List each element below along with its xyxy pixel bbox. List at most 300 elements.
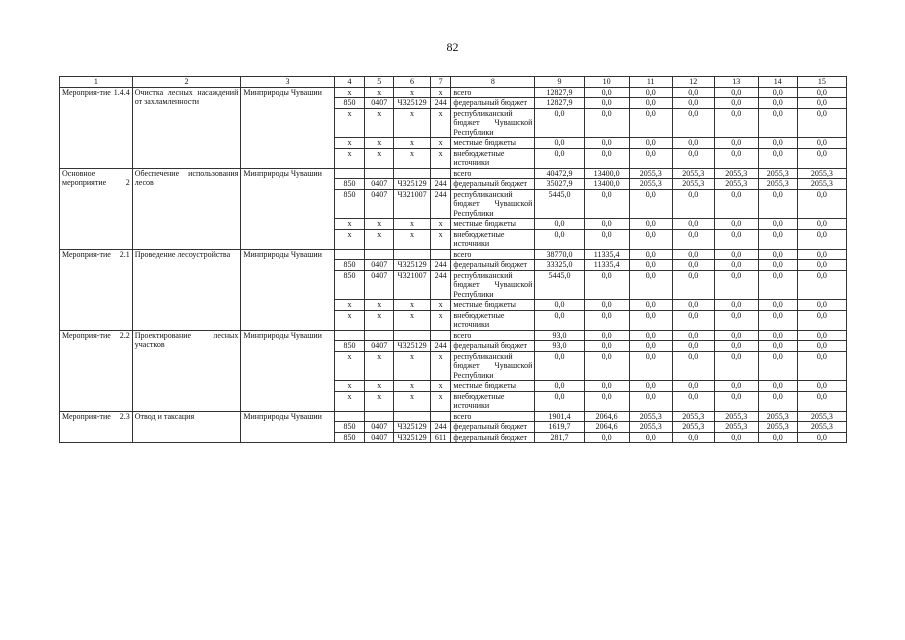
amount-cell: 0,0 [758,249,797,260]
amount-cell: 0,0 [672,148,714,168]
amount-cell: 2055,3 [672,422,714,433]
code-cell [430,168,450,179]
code-cell: x [365,310,394,330]
amount-cell: 0,0 [584,98,629,109]
amount-cell: 0,0 [629,260,672,271]
column-header: 8 [451,77,535,88]
title-cell: Очистка лесных насаждений от захламленности [132,87,241,168]
amount-cell: 0,0 [797,330,846,341]
amount-cell: 0,0 [797,300,846,311]
amount-cell: 0,0 [629,341,672,352]
column-header: 11 [629,77,672,88]
amount-cell: 0,0 [629,391,672,411]
amount-cell: 35027,9 [535,179,584,190]
amount-cell: 0,0 [629,300,672,311]
amount-cell: 2055,3 [714,422,758,433]
code-cell: 244 [430,270,450,300]
amount-cell: 0,0 [672,391,714,411]
amount-cell: 0,0 [584,330,629,341]
amount-cell: 0,0 [629,138,672,149]
column-header: 9 [535,77,584,88]
code-cell: x [365,300,394,311]
amount-cell: 0,0 [535,381,584,392]
amount-cell: 0,0 [584,300,629,311]
code-cell: x [334,148,365,168]
amount-cell: 0,0 [629,381,672,392]
amount-cell: 11335,4 [584,249,629,260]
table-row [60,411,847,422]
amount-cell: 0,0 [714,108,758,138]
event-cell: Основное мероприятие 2 [60,168,133,249]
amount-cell: 0,0 [714,87,758,98]
funding-source-cell: федеральный бюджет [451,179,535,190]
amount-cell: 13400,0 [584,179,629,190]
amount-cell: 0,0 [758,432,797,443]
amount-cell: 0,0 [797,219,846,230]
code-cell: Ч321007 [394,270,431,300]
amount-cell: 0,0 [797,189,846,219]
funding-source-cell: федеральный бюджет [451,260,535,271]
amount-cell: 0,0 [758,310,797,330]
code-cell: 611 [430,432,450,443]
amount-cell: 0,0 [629,229,672,249]
amount-cell: 0,0 [714,260,758,271]
amount-cell: 0,0 [758,391,797,411]
amount-cell: 0,0 [714,189,758,219]
code-cell: x [430,148,450,168]
amount-cell: 0,0 [797,229,846,249]
amount-cell: 0,0 [535,148,584,168]
amount-cell: 0,0 [584,138,629,149]
amount-cell: 0,0 [714,270,758,300]
code-cell: 850 [334,98,365,109]
executor-cell: Минприроды Чувашии [241,411,334,443]
amount-cell: 2055,3 [629,179,672,190]
code-cell [365,330,394,341]
code-cell [334,411,365,422]
amount-cell: 0,0 [797,351,846,381]
code-cell: x [394,381,431,392]
amount-cell: 0,0 [672,108,714,138]
code-cell [334,168,365,179]
amount-cell: 0,0 [584,351,629,381]
amount-cell: 0,0 [535,229,584,249]
code-cell: 850 [334,432,365,443]
column-header: 15 [797,77,846,88]
code-cell: x [334,229,365,249]
amount-cell: 0,0 [797,391,846,411]
amount-cell: 0,0 [797,432,846,443]
code-cell: x [430,310,450,330]
amount-cell: 0,0 [758,300,797,311]
amount-cell: 0,0 [758,351,797,381]
code-cell [394,168,431,179]
amount-cell: 1619,7 [535,422,584,433]
code-cell [334,330,365,341]
amount-cell: 33325,0 [535,260,584,271]
amount-cell: 0,0 [629,189,672,219]
amount-cell: 2064,6 [584,422,629,433]
amount-cell: 0,0 [629,148,672,168]
funding-source-cell: внебюджетные источники [451,229,535,249]
amount-cell: 2055,3 [714,411,758,422]
amount-cell: 0,0 [714,341,758,352]
amount-cell: 0,0 [758,330,797,341]
amount-cell: 0,0 [714,381,758,392]
column-header: 3 [241,77,334,88]
amount-cell: 0,0 [797,148,846,168]
code-cell: x [430,381,450,392]
amount-cell: 0,0 [672,270,714,300]
table-row [60,249,847,260]
code-cell: 0407 [365,432,394,443]
title-cell: Проектирование лесных участков [132,330,241,411]
amount-cell: 0,0 [584,432,629,443]
column-header: 14 [758,77,797,88]
code-cell: x [365,219,394,230]
code-cell: x [430,351,450,381]
amount-cell: 0,0 [535,351,584,381]
amount-cell: 0,0 [714,249,758,260]
code-cell: Ч325129 [394,179,431,190]
amount-cell: 0,0 [758,148,797,168]
amount-cell: 0,0 [758,260,797,271]
amount-cell: 0,0 [535,310,584,330]
amount-cell: 2055,3 [672,168,714,179]
code-cell: x [334,108,365,138]
amount-cell: 0,0 [797,310,846,330]
code-cell: 0407 [365,179,394,190]
code-cell: 0407 [365,270,394,300]
funding-source-cell: местные бюджеты [451,219,535,230]
table-row [60,330,847,341]
amount-cell: 0,0 [672,300,714,311]
code-cell: Ч321007 [394,189,431,219]
amount-cell: 2055,3 [672,411,714,422]
code-cell [430,411,450,422]
amount-cell: 2055,3 [672,179,714,190]
code-cell: x [430,391,450,411]
amount-cell: 5445,0 [535,270,584,300]
code-cell: x [334,391,365,411]
code-cell: 244 [430,98,450,109]
amount-cell: 0,0 [584,381,629,392]
funding-source-cell: федеральный бюджет [451,432,535,443]
code-cell: 850 [334,341,365,352]
code-cell: 244 [430,189,450,219]
funding-source-cell: внебюджетные источники [451,391,535,411]
funding-source-cell: всего [451,330,535,341]
code-cell: x [394,300,431,311]
column-header: 4 [334,77,365,88]
code-cell: Ч325129 [394,341,431,352]
code-cell: 0407 [365,189,394,219]
amount-cell: 2055,3 [714,168,758,179]
amount-cell: 0,0 [714,391,758,411]
code-cell: 0407 [365,260,394,271]
code-cell: x [430,219,450,230]
code-cell: x [365,381,394,392]
funding-source-cell: республиканский бюджет Чувашской Республики [451,270,535,300]
code-cell: Ч325129 [394,432,431,443]
code-cell: 244 [430,341,450,352]
code-cell: x [394,138,431,149]
amount-cell: 0,0 [797,381,846,392]
amount-cell: 0,0 [672,229,714,249]
table-row [60,87,847,98]
code-cell: 244 [430,422,450,433]
column-header: 5 [365,77,394,88]
event-cell: Мероприя-тие 2.3 [60,411,133,443]
code-cell: x [430,229,450,249]
amount-cell: 0,0 [584,219,629,230]
code-cell: x [394,87,431,98]
amount-cell: 0,0 [714,148,758,168]
amount-cell: 0,0 [672,351,714,381]
amount-cell: 0,0 [758,229,797,249]
title-cell: Обеспечение использования лесов [132,168,241,249]
amount-cell: 0,0 [584,391,629,411]
code-cell: x [394,219,431,230]
funding-source-cell: федеральный бюджет [451,422,535,433]
code-cell: x [394,351,431,381]
amount-cell: 2055,3 [797,168,846,179]
page-number: 82 [446,40,459,54]
amount-cell: 12827,9 [535,87,584,98]
code-cell: x [365,108,394,138]
amount-cell: 0,0 [714,138,758,149]
amount-cell: 0,0 [535,300,584,311]
funding-source-cell: внебюджетные источники [451,310,535,330]
amount-cell: 38770,0 [535,249,584,260]
amount-cell: 0,0 [629,87,672,98]
amount-cell: 13400,0 [584,168,629,179]
funding-source-cell: местные бюджеты [451,300,535,311]
amount-cell: 0,0 [629,108,672,138]
code-cell: 850 [334,260,365,271]
amount-cell: 0,0 [797,249,846,260]
executor-cell: Минприроды Чувашии [241,168,334,249]
amount-cell: 93,0 [535,341,584,352]
column-header: 10 [584,77,629,88]
code-cell: 244 [430,179,450,190]
code-cell: x [430,87,450,98]
code-cell: x [430,108,450,138]
executor-cell: Минприроды Чувашии [241,249,334,330]
amount-cell: 0,0 [672,138,714,149]
code-cell: 0407 [365,341,394,352]
code-cell: x [365,148,394,168]
amount-cell: 2055,3 [758,168,797,179]
amount-cell: 0,0 [758,138,797,149]
amount-cell: 0,0 [758,189,797,219]
amount-cell: 2055,3 [797,422,846,433]
amount-cell: 0,0 [535,219,584,230]
code-cell [365,168,394,179]
code-cell: x [334,351,365,381]
column-header: 12 [672,77,714,88]
amount-cell: 0,0 [629,249,672,260]
code-cell: x [365,391,394,411]
amount-cell: 0,0 [672,310,714,330]
amount-cell: 0,0 [758,108,797,138]
amount-cell: 0,0 [672,330,714,341]
executor-cell: Минприроды Чувашии [241,330,334,411]
amount-cell: 2055,3 [629,168,672,179]
amount-cell: 0,0 [629,432,672,443]
code-cell [430,330,450,341]
code-cell [365,411,394,422]
amount-cell: 0,0 [535,391,584,411]
event-cell: Мероприя-тие 1.4.4 [60,87,133,168]
code-cell [394,330,431,341]
amount-cell: 0,0 [629,270,672,300]
funding-source-cell: республиканский бюджет Чувашской Республики [451,108,535,138]
amount-cell: 0,0 [797,270,846,300]
code-cell: 0407 [365,98,394,109]
amount-cell: 0,0 [797,108,846,138]
amount-cell: 0,0 [758,98,797,109]
amount-cell: 0,0 [629,330,672,341]
amount-cell: 0,0 [672,189,714,219]
code-cell: x [334,381,365,392]
code-cell: x [394,108,431,138]
amount-cell: 0,0 [797,87,846,98]
code-cell: Ч325129 [394,260,431,271]
amount-cell: 0,0 [584,108,629,138]
code-cell: 850 [334,189,365,219]
amount-cell: 0,0 [672,87,714,98]
budget-table [59,76,847,443]
funding-source-cell: всего [451,87,535,98]
title-cell: Отвод и таксация [132,411,241,443]
column-header: 1 [60,77,133,88]
amount-cell: 0,0 [629,219,672,230]
amount-cell: 0,0 [797,138,846,149]
code-cell [334,249,365,260]
amount-cell: 0,0 [584,341,629,352]
amount-cell: 0,0 [758,87,797,98]
code-cell: x [365,138,394,149]
amount-cell: 2055,3 [629,411,672,422]
title-cell: Проведение лесоустройства [132,249,241,330]
amount-cell: 0,0 [629,351,672,381]
funding-source-cell: местные бюджеты [451,138,535,149]
funding-source-cell: всего [451,411,535,422]
amount-cell: 0,0 [714,351,758,381]
amount-cell: 281,7 [535,432,584,443]
funding-source-cell: федеральный бюджет [451,98,535,109]
code-cell: x [334,87,365,98]
amount-cell: 0,0 [797,341,846,352]
code-cell [394,411,431,422]
funding-source-cell: местные бюджеты [451,381,535,392]
amount-cell: 0,0 [672,341,714,352]
code-cell: x [394,310,431,330]
amount-cell: 0,0 [797,98,846,109]
funding-source-cell: федеральный бюджет [451,341,535,352]
code-cell: Ч325129 [394,98,431,109]
code-cell: Ч325129 [394,422,431,433]
event-cell: Мероприя-тие 2.1 [60,249,133,330]
funding-source-cell: внебюджетные источники [451,148,535,168]
column-header: 7 [430,77,450,88]
amount-cell: 2055,3 [797,179,846,190]
amount-cell: 0,0 [584,310,629,330]
amount-cell: 2055,3 [629,422,672,433]
amount-cell: 0,0 [714,219,758,230]
code-cell: x [430,138,450,149]
code-cell: 244 [430,260,450,271]
amount-cell: 0,0 [797,260,846,271]
code-cell: x [334,300,365,311]
code-cell: 0407 [365,422,394,433]
funding-source-cell: всего [451,168,535,179]
amount-cell: 0,0 [672,249,714,260]
amount-cell: 0,0 [714,98,758,109]
code-cell: 850 [334,422,365,433]
column-header: 2 [132,77,241,88]
amount-cell: 0,0 [629,310,672,330]
code-cell: x [365,87,394,98]
amount-cell: 0,0 [584,270,629,300]
amount-cell: 0,0 [714,310,758,330]
amount-cell: 0,0 [758,270,797,300]
amount-cell: 93,0 [535,330,584,341]
column-header: 13 [714,77,758,88]
amount-cell: 0,0 [758,219,797,230]
amount-cell: 0,0 [535,108,584,138]
code-cell: x [394,391,431,411]
amount-cell: 0,0 [714,432,758,443]
amount-cell: 2055,3 [797,411,846,422]
code-cell [430,249,450,260]
amount-cell: 0,0 [535,138,584,149]
amount-cell: 2055,3 [714,179,758,190]
amount-cell: 0,0 [672,432,714,443]
executor-cell: Минприроды Чувашии [241,87,334,168]
amount-cell: 40472,9 [535,168,584,179]
code-cell: x [394,229,431,249]
amount-cell: 1901,4 [535,411,584,422]
amount-cell: 0,0 [672,219,714,230]
amount-cell: 0,0 [629,98,672,109]
amount-cell: 12827,9 [535,98,584,109]
amount-cell: 0,0 [672,98,714,109]
amount-cell: 0,0 [672,381,714,392]
code-cell: x [334,138,365,149]
column-header: 6 [394,77,431,88]
amount-cell: 2055,3 [758,422,797,433]
funding-source-cell: всего [451,249,535,260]
amount-cell: 0,0 [714,330,758,341]
amount-cell: 0,0 [758,341,797,352]
code-cell [365,249,394,260]
code-cell: x [394,148,431,168]
code-cell: x [430,300,450,311]
code-cell [394,249,431,260]
funding-source-cell: республиканский бюджет Чувашской Республики [451,351,535,381]
code-cell: x [334,219,365,230]
amount-cell: 11335,4 [584,260,629,271]
amount-cell: 0,0 [584,148,629,168]
amount-cell: 2055,3 [758,179,797,190]
amount-cell: 0,0 [584,189,629,219]
amount-cell: 0,0 [584,229,629,249]
amount-cell: 0,0 [758,381,797,392]
amount-cell: 2064,6 [584,411,629,422]
amount-cell: 0,0 [714,300,758,311]
